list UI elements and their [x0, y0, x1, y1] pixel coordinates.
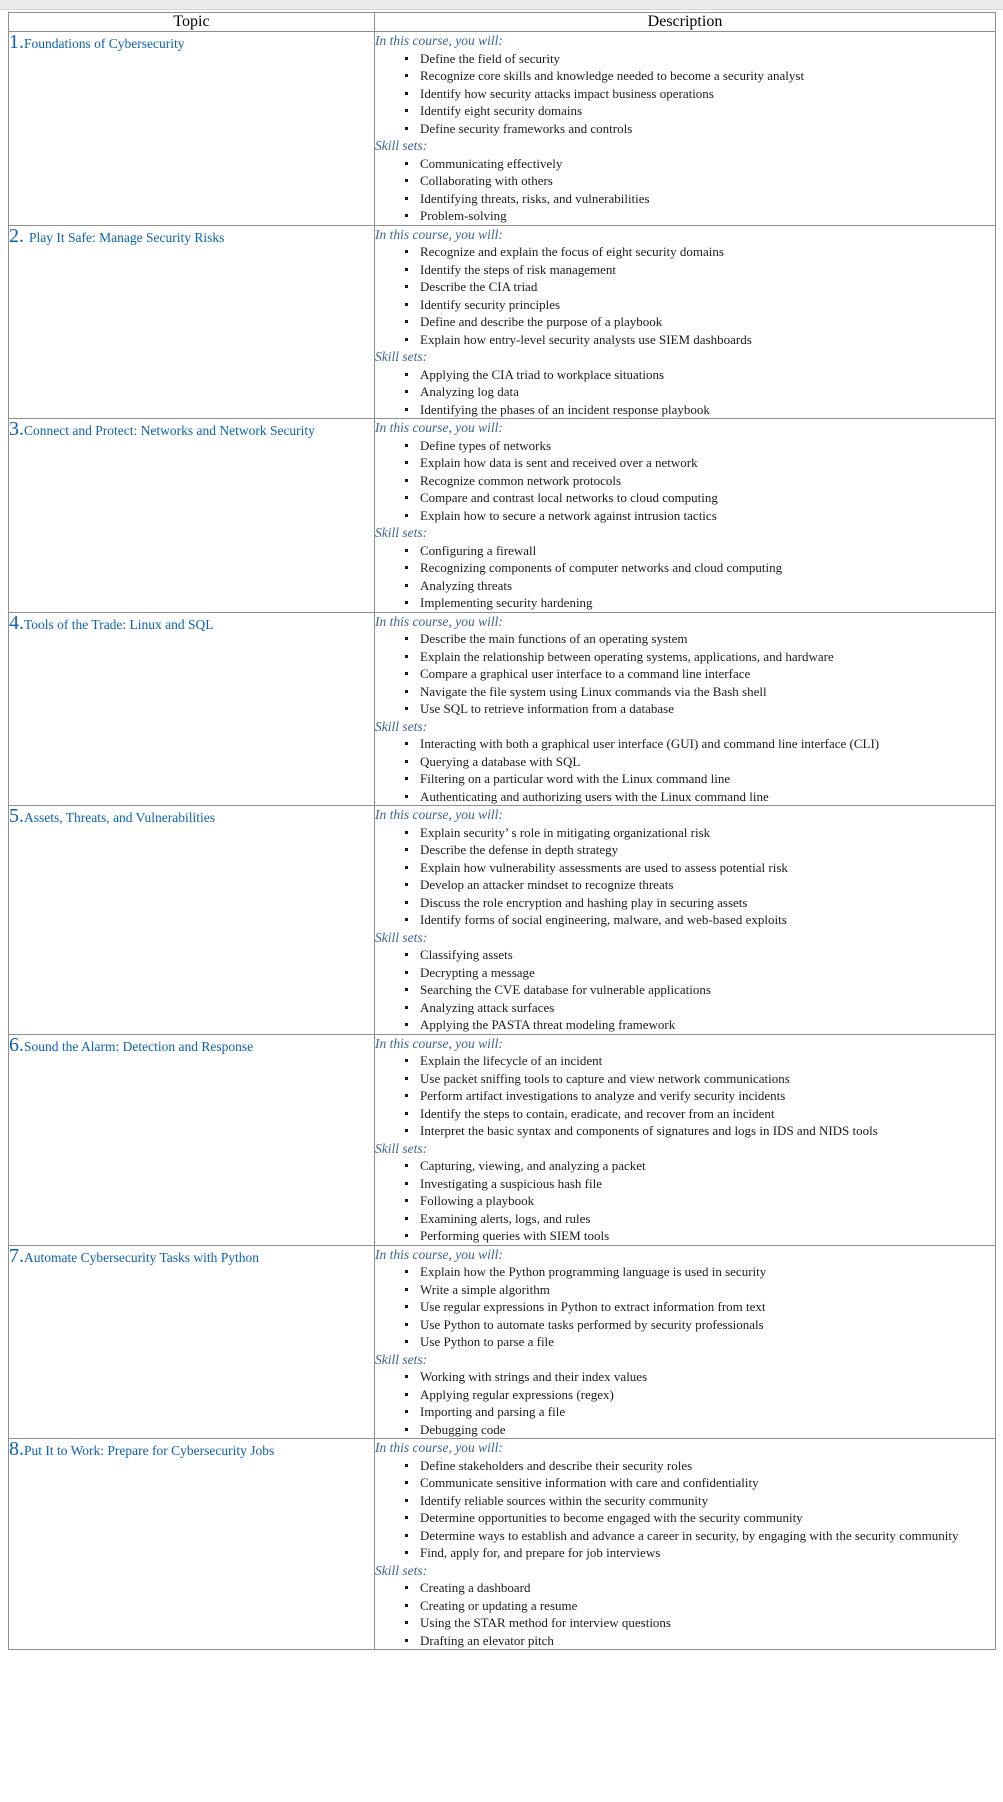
topic-cell — [9, 1439, 375, 1650]
skill-point: Creating or updating a resume — [375, 1597, 995, 1615]
skill-point: Drafting an elevator pitch — [375, 1632, 995, 1650]
course-point: Use SQL to retrieve information from a database — [375, 700, 995, 718]
topic-number: 8. — [9, 1438, 24, 1460]
skills-heading: Skill sets: — [375, 929, 428, 945]
table-body — [9, 32, 996, 1650]
course-point: Find, apply for, and prepare for job interviews — [375, 1544, 995, 1562]
skill-point: Importing and parsing a file — [375, 1403, 995, 1421]
skill-point: Investigating a suspicious hash file — [375, 1175, 995, 1193]
course-point: Define security frameworks and controls — [375, 120, 995, 138]
course-point: Write a simple algorithm — [375, 1281, 995, 1299]
topic-cell — [9, 1245, 375, 1439]
course-point: Use Python to parse a file — [375, 1333, 995, 1351]
skill-point: Recognizing components of computer networks and cloud computing — [375, 559, 995, 577]
course-point: Describe the defense in depth strategy — [375, 841, 995, 859]
course-point-list — [375, 1263, 995, 1351]
skills-point-list — [375, 735, 995, 805]
course-heading: In this course, you will: — [375, 1035, 503, 1051]
skill-point: Capturing, viewing, and analyzing a packet — [375, 1157, 995, 1175]
course-heading: In this course, you will: — [375, 1246, 503, 1262]
skills-point-list — [375, 366, 995, 419]
topic-title: Connect and Protect: Networks and Network Security — [24, 423, 315, 438]
course-heading: In this course, you will: — [375, 33, 503, 48]
course-point-list — [375, 437, 995, 525]
topic-cell — [9, 32, 375, 226]
skills-heading: Skill sets: — [375, 138, 428, 153]
course-point: Compare and contrast local networks to cloud computing — [375, 489, 995, 507]
topic-title: Put It to Work: Prepare for Cybersecurity Jobs — [24, 1443, 275, 1458]
skills-point-list — [375, 1579, 995, 1649]
skill-point: Analyzing log data — [375, 383, 995, 401]
course-point: Explain how to secure a network against intrusion tactics — [375, 507, 995, 525]
course-point: Determine ways to establish and advance a career in security, by engaging with the security community — [375, 1527, 995, 1545]
skill-point: Communicating effectively — [375, 155, 995, 173]
course-point: Explain how entry-level security analysts use SIEM dashboards — [375, 331, 995, 349]
topic-cell — [9, 419, 375, 613]
skill-point: Searching the CVE database for vulnerable applications — [375, 981, 995, 999]
course-heading: In this course, you will: — [375, 226, 503, 242]
course-point-list — [375, 50, 995, 138]
skills-heading: Skill sets: — [375, 1562, 428, 1578]
course-point: Navigate the file system using Linux commands via the Bash shell — [375, 683, 995, 701]
course-point-list — [375, 630, 995, 718]
course-point: Explain the relationship between operating systems, applications, and hardware — [375, 648, 995, 666]
topic-number: 7. — [9, 1244, 24, 1267]
course-point: Compare a graphical user interface to a command line interface — [375, 665, 995, 683]
course-point: Identify security principles — [375, 296, 995, 314]
skill-point: Identifying the phases of an incident response playbook — [375, 401, 995, 419]
course-point: Communicate sensitive information with care and confidentiality — [375, 1474, 995, 1492]
skill-point: Configuring a firewall — [375, 542, 995, 560]
course-point: Describe the CIA triad — [375, 278, 995, 296]
course-point: Use packet sniffing tools to capture and view network communications — [375, 1070, 995, 1088]
topic-title: Assets, Threats, and Vulnerabilities — [24, 810, 216, 825]
skill-point: Applying the PASTA threat modeling framework — [375, 1016, 995, 1034]
skill-point: Working with strings and their index values — [375, 1368, 995, 1386]
topic-cell — [9, 806, 375, 1035]
course-point: Identify how security attacks impact business operations — [375, 85, 995, 103]
course-point-list — [375, 243, 995, 348]
window-top-strip — [0, 0, 1003, 10]
skill-point: Identifying threats, risks, and vulnerabilities — [375, 190, 995, 208]
skill-point: Analyzing attack surfaces — [375, 999, 995, 1017]
course-point: Explain the lifecycle of an incident — [375, 1052, 995, 1070]
skills-point-list — [375, 542, 995, 612]
skills-point-list — [375, 1368, 995, 1438]
course-point: Describe the main functions of an operating system — [375, 630, 995, 648]
skill-point: Interacting with both a graphical user interface (GUI) and command line interface (CLI) — [375, 735, 995, 753]
course-point: Define stakeholders and describe their security roles — [375, 1457, 995, 1475]
description-cell — [375, 32, 996, 226]
skill-point: Performing queries with SIEM tools — [375, 1227, 995, 1245]
course-point: Define and describe the purpose of a playbook — [375, 313, 995, 331]
table-row — [9, 1245, 996, 1439]
skill-point: Collaborating with others — [375, 172, 995, 190]
skills-heading: Skill sets: — [375, 349, 428, 364]
course-point-list — [375, 824, 995, 929]
course-point: Use Python to automate tasks performed by security professionals — [375, 1316, 995, 1334]
table-row — [9, 612, 996, 806]
skills-point-list — [375, 155, 995, 225]
topic-cell — [9, 612, 375, 806]
course-point: Identify eight security domains — [375, 102, 995, 120]
course-point: Recognize core skills and knowledge needed to become a security analyst — [375, 67, 995, 85]
skill-point: Analyzing threats — [375, 577, 995, 595]
topic-column-header: Topic — [9, 13, 375, 32]
skill-point: Classifying assets — [375, 946, 995, 964]
skills-heading: Skill sets: — [375, 525, 428, 540]
course-point: Identify the steps to contain, eradicate, and recover from an incident — [375, 1105, 995, 1123]
course-heading: In this course, you will: — [375, 1440, 503, 1455]
course-point: Use regular expressions in Python to extract information from text — [375, 1298, 995, 1316]
course-point: Define the field of security — [375, 50, 995, 68]
course-point: Perform artifact investigations to analyze and verify security incidents — [375, 1087, 995, 1105]
skill-point: Decrypting a message — [375, 964, 995, 982]
course-point-list — [375, 1457, 995, 1562]
topic-title: Play It Safe: Manage Security Risks — [29, 229, 225, 245]
skill-point: Problem-solving — [375, 207, 995, 225]
skill-point: Debugging code — [375, 1421, 995, 1439]
table-row — [9, 1439, 996, 1650]
skills-point-list — [375, 1157, 995, 1245]
table-row — [9, 419, 996, 613]
course-heading: In this course, you will: — [375, 420, 503, 435]
topic-number: 1. — [9, 31, 24, 53]
description-cell — [375, 806, 996, 1035]
skill-point: Applying regular expressions (regex) — [375, 1386, 995, 1404]
skill-point: Using the STAR method for interview questions — [375, 1614, 995, 1632]
table-row — [9, 806, 996, 1035]
course-point: Determine opportunities to become engaged with the security community — [375, 1509, 995, 1527]
course-point: Interpret the basic syntax and components of signatures and logs in IDS and NIDS tools — [375, 1122, 995, 1140]
course-point: Identify reliable sources within the security community — [375, 1492, 995, 1510]
topic-number: 4. — [9, 611, 24, 634]
description-cell — [375, 1439, 996, 1650]
skill-point: Authenticating and authorizing users with the Linux command line — [375, 788, 995, 806]
description-cell — [375, 612, 996, 806]
description-cell — [375, 225, 996, 419]
course-point: Recognize common network protocols — [375, 472, 995, 490]
course-point: Identify forms of social engineering, malware, and web-based exploits — [375, 911, 995, 929]
topic-number: 3. — [9, 418, 24, 440]
skill-point: Implementing security hardening — [375, 594, 995, 612]
table-row — [9, 32, 996, 226]
course-point: Develop an attacker mindset to recognize threats — [375, 876, 995, 894]
table-row — [9, 225, 996, 419]
topic-cell — [9, 1034, 375, 1245]
course-point: Recognize and explain the focus of eight security domains — [375, 243, 995, 261]
skill-point: Querying a database with SQL — [375, 753, 995, 771]
document-page — [0, 10, 1003, 1650]
skills-point-list — [375, 946, 995, 1034]
topic-title: Foundations of Cybersecurity — [24, 36, 185, 51]
course-point: Explain how vulnerability assessments are used to assess potential risk — [375, 859, 995, 877]
table-row — [9, 1034, 996, 1245]
course-table — [8, 12, 996, 1650]
table-header-row — [9, 13, 996, 32]
description-column-header: Description — [375, 13, 996, 32]
course-heading: In this course, you will: — [375, 613, 503, 629]
skill-point: Creating a dashboard — [375, 1579, 995, 1597]
description-cell — [375, 1034, 996, 1245]
course-point: Explain security’ s role in mitigating organizational risk — [375, 824, 995, 842]
course-point: Define types of networks — [375, 437, 995, 455]
course-point-list — [375, 1052, 995, 1140]
topic-number: 2. — [9, 224, 29, 247]
description-cell — [375, 1245, 996, 1439]
topic-title: Automate Cybersecurity Tasks with Python — [24, 1249, 260, 1265]
topic-number: 6. — [9, 1033, 24, 1056]
course-point: Explain how data is sent and received over a network — [375, 454, 995, 472]
topic-number: 5. — [9, 805, 24, 827]
topic-cell — [9, 225, 375, 419]
topic-title: Tools of the Trade: Linux and SQL — [24, 616, 214, 632]
course-point: Identify the steps of risk management — [375, 261, 995, 279]
skill-point: Applying the CIA triad to workplace situations — [375, 366, 995, 384]
topic-title: Sound the Alarm: Detection and Response — [24, 1038, 254, 1054]
skills-heading: Skill sets: — [375, 1140, 428, 1156]
course-point: Discuss the role encryption and hashing play in securing assets — [375, 894, 995, 912]
course-heading: In this course, you will: — [375, 807, 503, 822]
skills-heading: Skill sets: — [375, 1351, 428, 1367]
course-point: Explain how the Python programming language is used in security — [375, 1263, 995, 1281]
skill-point: Examining alerts, logs, and rules — [375, 1210, 995, 1228]
skill-point: Filtering on a particular word with the Linux command line — [375, 770, 995, 788]
skill-point: Following a playbook — [375, 1192, 995, 1210]
description-cell — [375, 419, 996, 613]
skills-heading: Skill sets: — [375, 718, 428, 734]
